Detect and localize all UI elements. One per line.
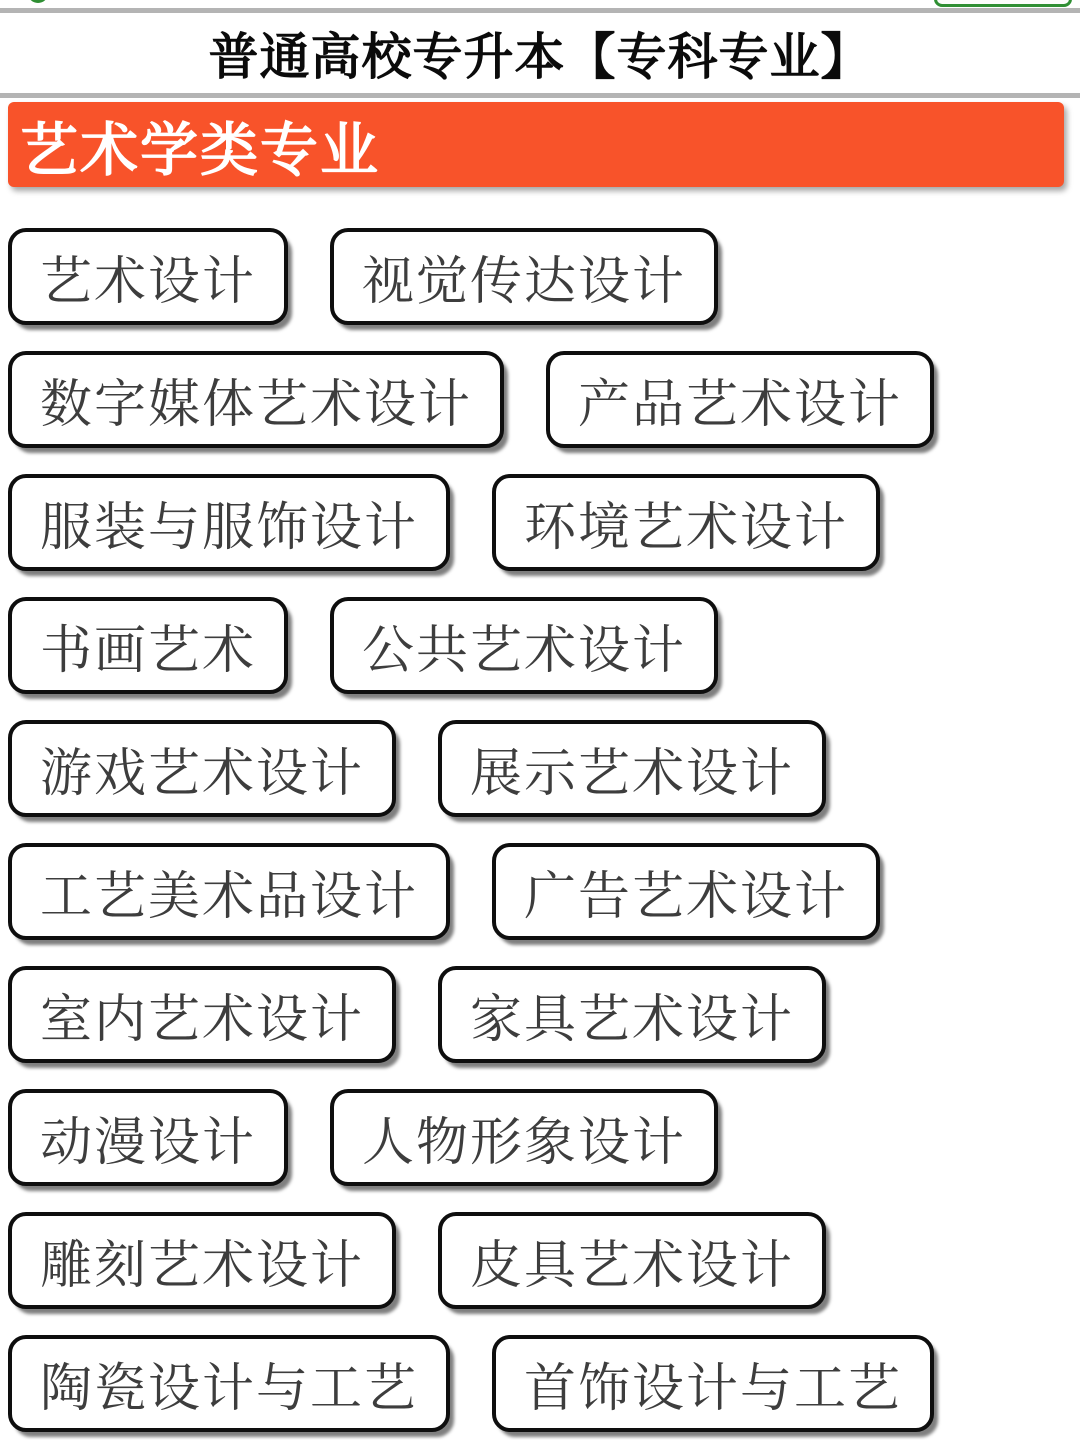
category-banner-title: 艺术学类专业 <box>20 117 381 183</box>
major-button[interactable]: 动漫设计 <box>8 1089 288 1186</box>
majors-grid <box>0 228 1080 1432</box>
major-button[interactable]: 环境艺术设计 <box>492 474 880 571</box>
majors-row <box>8 966 1080 1063</box>
majors-row <box>8 1212 1080 1309</box>
majors-row <box>8 1335 1080 1432</box>
major-button[interactable]: 雕刻艺术设计 <box>8 1212 396 1309</box>
major-button[interactable]: 工艺美术品设计 <box>8 843 450 940</box>
major-button[interactable]: 家具艺术设计 <box>438 966 826 1063</box>
major-button[interactable]: 公共艺术设计 <box>330 597 718 694</box>
majors-row <box>8 228 1080 325</box>
page-header <box>0 13 1080 93</box>
majors-row <box>8 1089 1080 1186</box>
top-bar <box>0 0 1080 8</box>
majors-row <box>8 474 1080 571</box>
majors-row <box>8 720 1080 817</box>
major-button[interactable]: 产品艺术设计 <box>546 351 934 448</box>
major-button[interactable]: 皮具艺术设计 <box>438 1212 826 1309</box>
majors-row <box>8 351 1080 448</box>
page-title: 普通高校专升本【专科专业】 <box>208 29 872 85</box>
major-button[interactable]: 陶瓷设计与工艺 <box>8 1335 450 1432</box>
green-circle-icon <box>28 0 48 3</box>
major-button[interactable]: 游戏艺术设计 <box>8 720 396 817</box>
major-button[interactable]: 人物形象设计 <box>330 1089 718 1186</box>
major-button[interactable]: 展示艺术设计 <box>438 720 826 817</box>
major-button[interactable]: 艺术设计 <box>8 228 288 325</box>
major-button[interactable]: 服装与服饰设计 <box>8 474 450 571</box>
major-button[interactable]: 广告艺术设计 <box>492 843 880 940</box>
major-button[interactable]: 书画艺术 <box>8 597 288 694</box>
majors-row <box>8 843 1080 940</box>
category-banner <box>8 102 1064 187</box>
majors-row <box>8 597 1080 694</box>
divider-header <box>0 93 1080 98</box>
major-button[interactable]: 首饰设计与工艺 <box>492 1335 934 1432</box>
major-button[interactable]: 视觉传达设计 <box>330 228 718 325</box>
major-button[interactable]: 数字媒体艺术设计 <box>8 351 504 448</box>
major-button[interactable]: 室内艺术设计 <box>8 966 396 1063</box>
top-right-button-fragment[interactable] <box>934 0 1072 7</box>
